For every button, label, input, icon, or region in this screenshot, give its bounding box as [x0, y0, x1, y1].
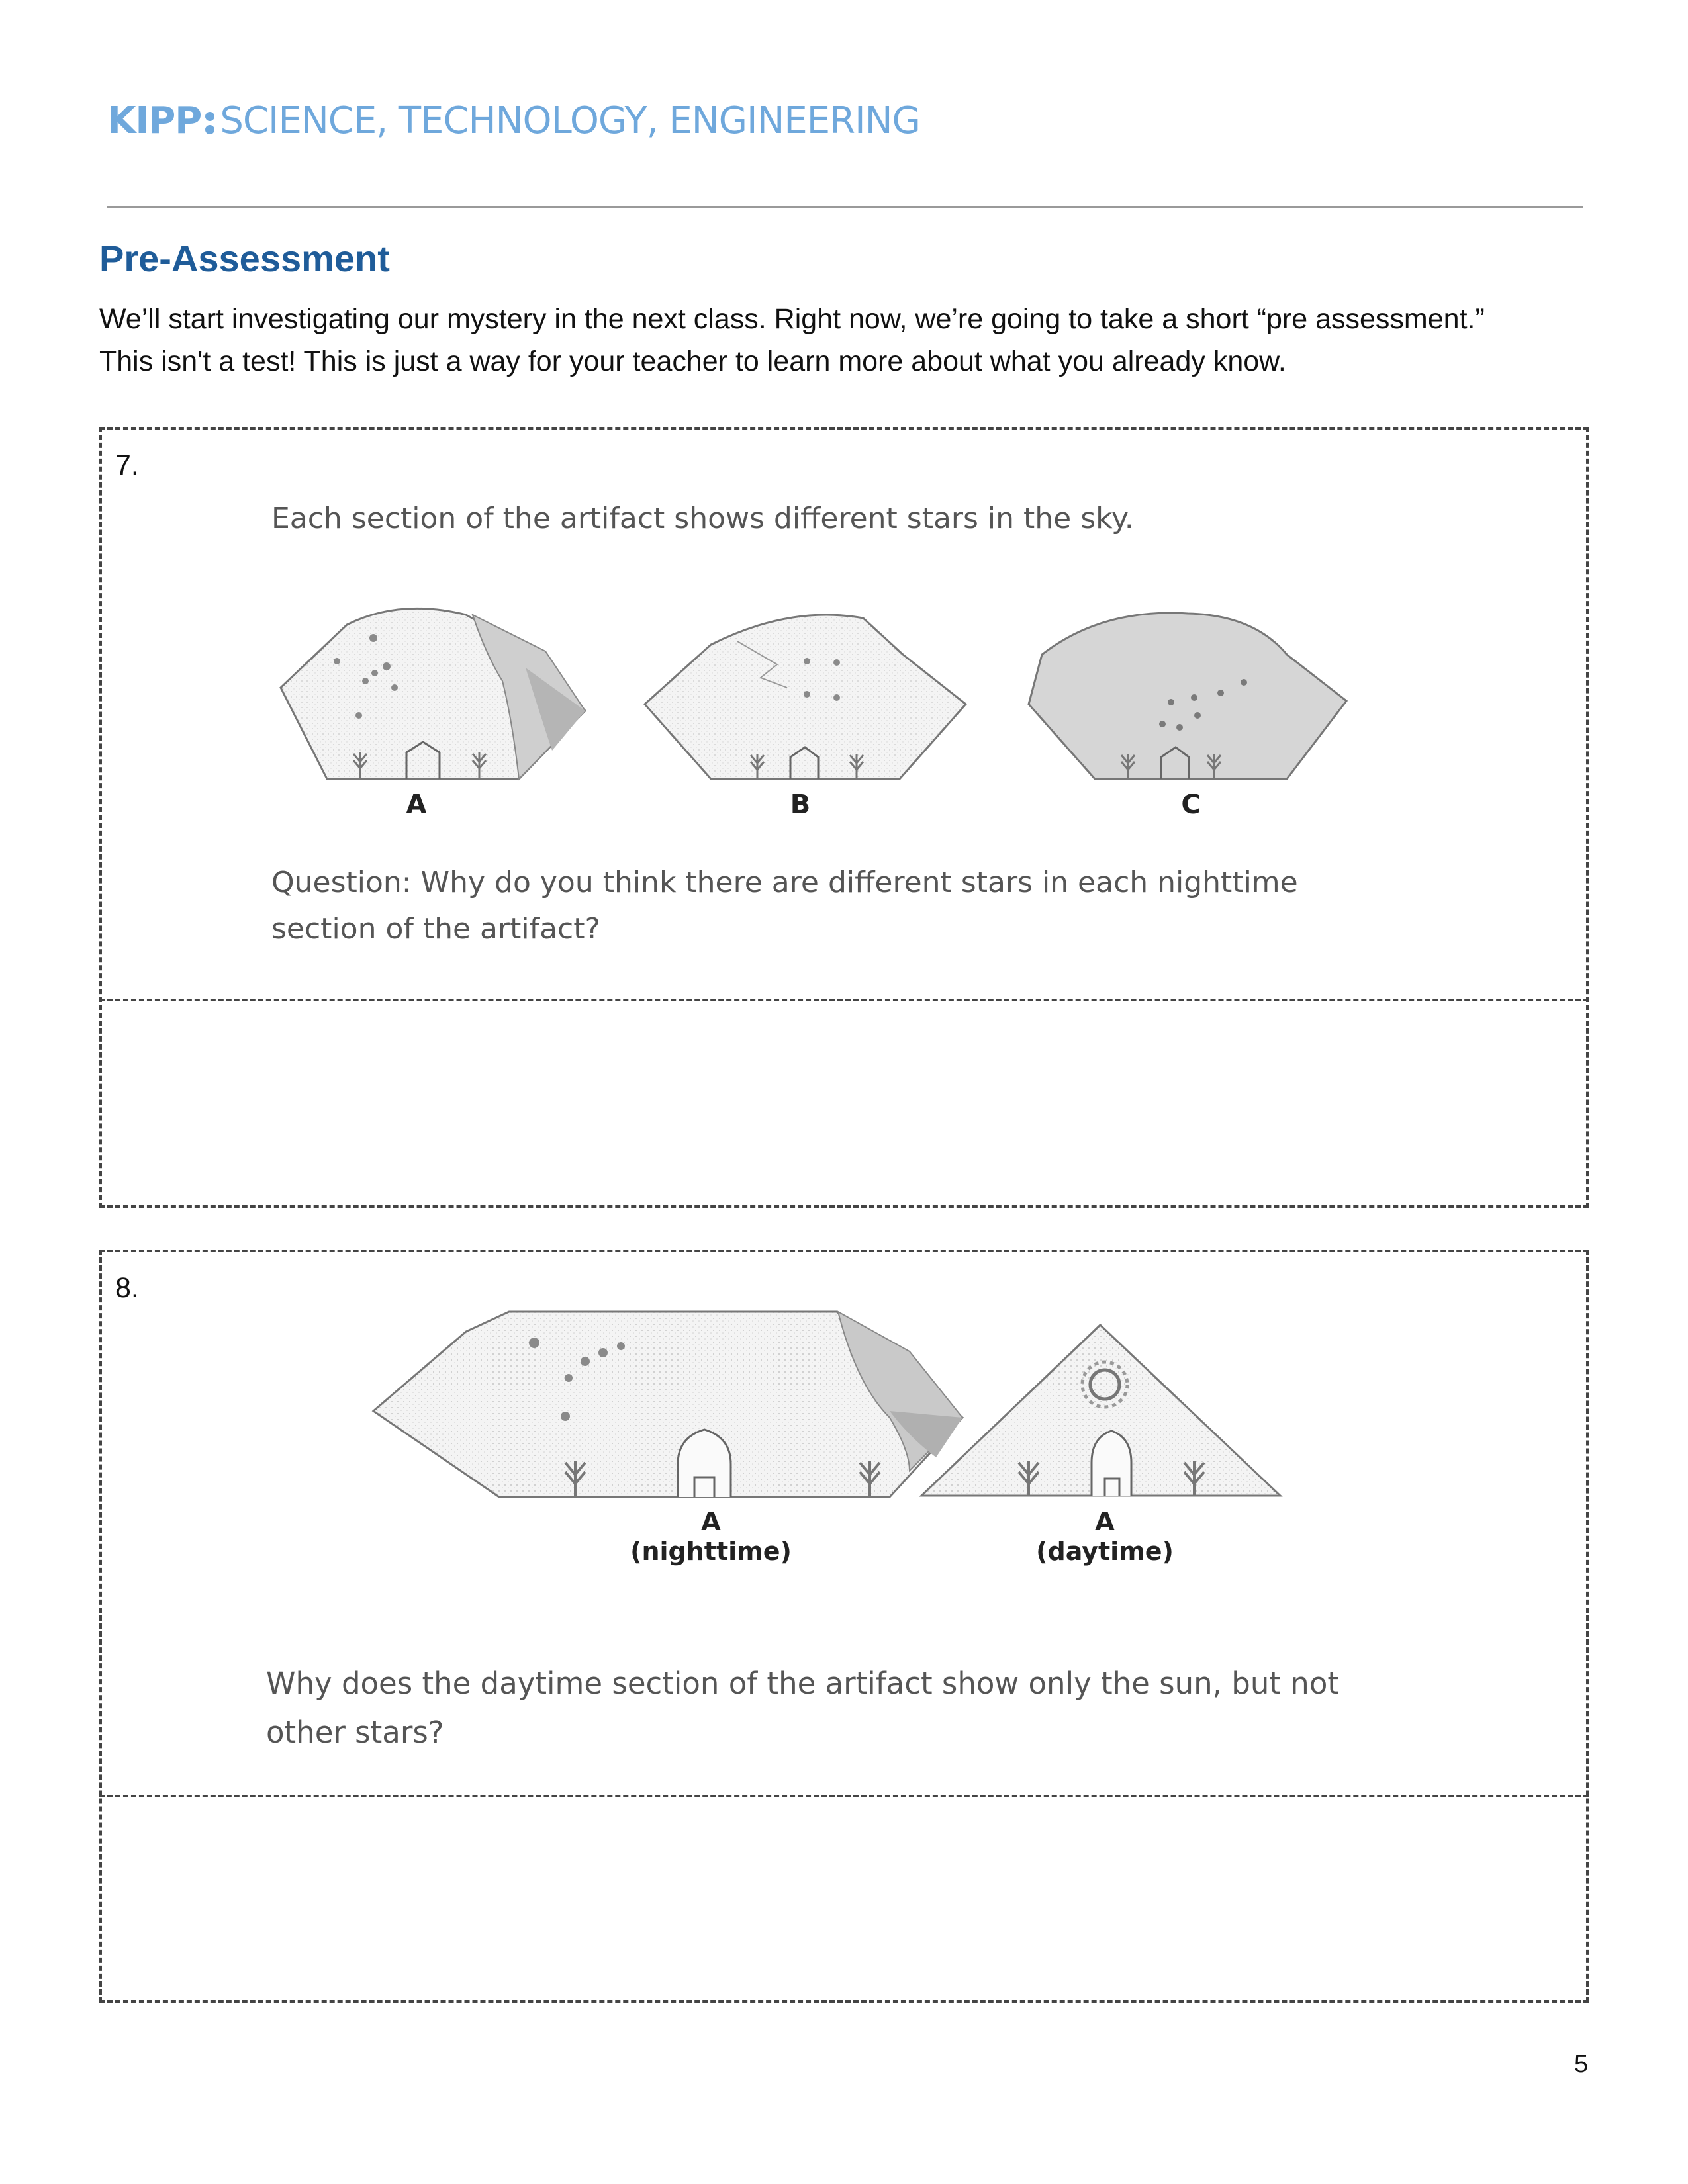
- question-7-box: [99, 427, 1589, 1208]
- question-8-line-2: other stars?: [266, 1715, 444, 1750]
- intro-line-1: We’ll start investigating our mystery in the next class. Right now, we’re going to take a short “pre assessment.”: [99, 303, 1485, 335]
- section-label-c: C: [1181, 790, 1201, 820]
- question-7-line-2: section of the artifact?: [271, 912, 600, 946]
- artifact-section-b: [645, 615, 966, 779]
- intro-text: [99, 298, 1595, 383]
- question-8-text: [266, 1659, 1339, 1757]
- section-title: Pre-Assessment: [99, 238, 390, 279]
- answer-divider: [99, 999, 1589, 1001]
- nighttime-caption: (nighttime): [630, 1537, 792, 1566]
- document-header: [107, 99, 920, 142]
- question-number: 7.: [115, 449, 139, 481]
- artifact-section-a: [281, 608, 585, 779]
- page-number: 5: [1574, 2050, 1589, 2078]
- artifact-sections-figure: [274, 595, 1545, 827]
- brand-name: KIPP: [107, 99, 202, 142]
- question-7-prompt: Each section of the artifact shows different stars in the sky.: [271, 502, 1134, 535]
- daytime-label: A: [1095, 1507, 1115, 1536]
- artifact-section-c: [1029, 613, 1346, 779]
- artifact-nighttime-section: [373, 1312, 962, 1497]
- section-label-b: B: [790, 790, 811, 820]
- question-8-box: [99, 1250, 1589, 2003]
- question-7-answer-area[interactable]: [102, 1003, 1586, 1205]
- section-label-a: A: [406, 790, 427, 820]
- question-number: 8.: [115, 1272, 139, 1304]
- brand-colon-icon: [204, 107, 216, 136]
- daytime-caption: (daytime): [1036, 1537, 1174, 1566]
- nighttime-label: A: [701, 1507, 721, 1536]
- question-8-line-1: Why does the daytime section of the artifact show only the sun, but not: [266, 1666, 1339, 1701]
- artifact-day-night-figure: [367, 1305, 1399, 1596]
- header-rule: [107, 206, 1583, 208]
- answer-divider: [99, 1795, 1589, 1797]
- header-subtitle: SCIENCE, TECHNOLOGY, ENGINEERING: [220, 99, 920, 142]
- artifact-daytime-section: [921, 1325, 1280, 1496]
- question-7-line-1: Question: Why do you think there are different stars in each nighttime: [271, 866, 1298, 899]
- question-7-text: [271, 860, 1298, 952]
- question-8-answer-area[interactable]: [102, 1799, 1586, 2000]
- intro-line-2: This isn't a test! This is just a way for your teacher to learn more about what you already know.: [99, 345, 1286, 377]
